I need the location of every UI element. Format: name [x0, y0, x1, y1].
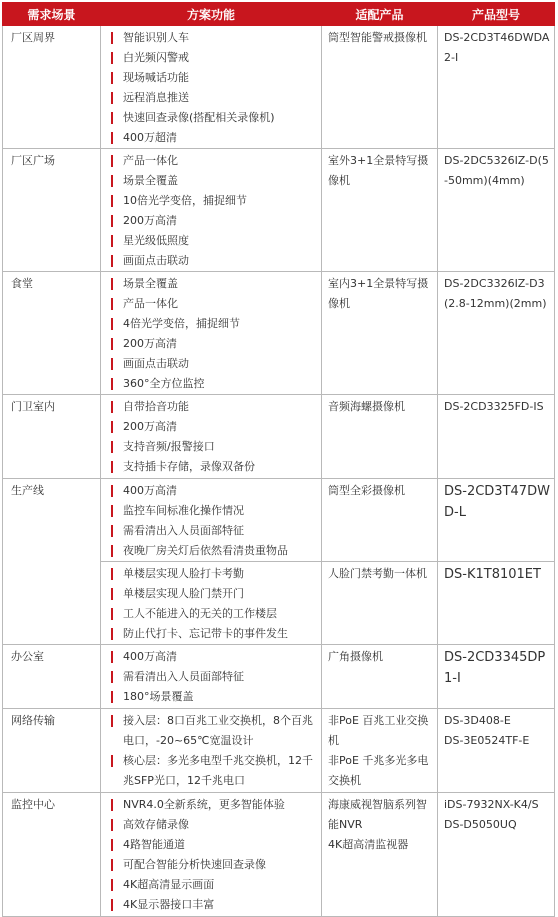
scene-cell: 厂区周界 [3, 26, 101, 149]
scene-cell: 门卫室内 [3, 395, 101, 479]
product-cell: 人脸门禁考勤一体机 [322, 562, 438, 645]
feature-item: 防止代打卡、忘记带卡的事件发生 [111, 624, 321, 644]
feature-item: 星光级低照度 [111, 231, 321, 251]
model-cell: DS-2CD3345DP1-I [438, 645, 555, 709]
feature-item: 工人不能进入的无关的工作楼层 [111, 604, 321, 624]
model-cell: DS-2DC5326IZ-D(5-50mm)(4mm) [438, 149, 555, 272]
model-cell: DS-K1T8101ET [438, 562, 555, 645]
feature-item: 白光频闪警戒 [111, 48, 321, 68]
model-cell: DS-2CD3T47DWD-L [438, 479, 555, 562]
table-row [3, 793, 555, 917]
product-cell: 非PoE 百兆工业交换机 非PoE 千兆多光多电交换机 [322, 709, 438, 793]
feature-item: 10倍光学变倍，捕捉细节 [111, 191, 321, 211]
header-product: 适配产品 [322, 3, 438, 26]
features-cell [101, 395, 322, 479]
feature-item: 4K超高清显示画面 [111, 875, 321, 895]
feature-item: 需看清出入人员面部特征 [111, 667, 321, 687]
feature-item: 200万高清 [111, 334, 321, 354]
feature-item: 核心层：多光多电型千兆交换机，12千兆SFP光口，12千兆电口 [111, 751, 321, 791]
feature-item: 产品一体化 [111, 151, 321, 171]
feature-item: 4路智能通道 [111, 835, 321, 855]
feature-item: 单楼层实现人脸门禁开门 [111, 584, 321, 604]
scene-cell: 办公室 [3, 645, 101, 709]
feature-item: 支持音频/报警接口 [111, 437, 321, 457]
product-cell: 室内3+1全景特写摄像机 [322, 272, 438, 395]
feature-item: 夜晚厂房关灯后依然看清贵重物品 [111, 541, 321, 561]
feature-item: 监控车间标准化操作情况 [111, 501, 321, 521]
model-cell: DS-2CD3325FD-IS [438, 395, 555, 479]
feature-item: 400万高清 [111, 647, 321, 667]
table-row [3, 149, 555, 272]
feature-item: 快速回查录像(搭配相关录像机) [111, 108, 321, 128]
feature-item: 180°场景覆盖 [111, 687, 321, 707]
solution-table [2, 2, 555, 917]
feature-item: 接入层：8口百兆工业交换机，8个百兆电口，-20~65℃宽温设计 [111, 711, 321, 751]
features-cell [101, 645, 322, 709]
table-row [3, 479, 555, 562]
table-row [3, 709, 555, 793]
feature-item: 场景全覆盖 [111, 171, 321, 191]
features-cell [101, 709, 322, 793]
feature-item: 360°全方位监控 [111, 374, 321, 394]
feature-item: 智能识别人车 [111, 28, 321, 48]
feature-item: 4K显示器接口丰富 [111, 895, 321, 915]
features-cell [101, 272, 322, 395]
features-cell [101, 26, 322, 149]
header-model: 产品型号 [438, 3, 555, 26]
product-cell: 海康威视智脑系列智能NVR 4K超高清监视器 [322, 793, 438, 917]
scene-cell: 食堂 [3, 272, 101, 395]
table-row [3, 272, 555, 395]
features-cell [101, 149, 322, 272]
feature-item: 场景全覆盖 [111, 274, 321, 294]
scene-cell: 网络传输 [3, 709, 101, 793]
feature-item: 画面点击联动 [111, 251, 321, 271]
model-cell: DS-2DC3326IZ-D3(2.8-12mm)(2mm) [438, 272, 555, 395]
product-cell: 筒型全彩摄像机 [322, 479, 438, 562]
feature-item: 远程消息推送 [111, 88, 321, 108]
feature-item: 产品一体化 [111, 294, 321, 314]
table-row [3, 26, 555, 149]
scene-cell: 监控中心 [3, 793, 101, 917]
feature-item: NVR4.0全新系统，更多智能体验 [111, 795, 321, 815]
features-cell [101, 562, 322, 645]
feature-item: 4倍光学变倍，捕捉细节 [111, 314, 321, 334]
product-cell: 室外3+1全景特写摄像机 [322, 149, 438, 272]
solution-table-container [2, 2, 554, 917]
features-cell [101, 479, 322, 562]
product-cell: 音频海螺摄像机 [322, 395, 438, 479]
feature-item: 200万高清 [111, 417, 321, 437]
header-scene: 需求场景 [3, 3, 101, 26]
model-cell: DS-3D408-E DS-3E0524TF-E [438, 709, 555, 793]
feature-item: 支持插卡存储，录像双备份 [111, 457, 321, 477]
feature-item: 现场喊话功能 [111, 68, 321, 88]
feature-item: 需看清出入人员面部特征 [111, 521, 321, 541]
header-row [3, 3, 555, 26]
scene-cell: 生产线 [3, 479, 101, 645]
features-cell [101, 793, 322, 917]
feature-item: 400万超清 [111, 128, 321, 148]
table-row [3, 645, 555, 709]
feature-item: 自带拾音功能 [111, 397, 321, 417]
feature-item: 400万高清 [111, 481, 321, 501]
model-cell: iDS-7932NX-K4/S DS-D5050UQ [438, 793, 555, 917]
scene-cell: 厂区广场 [3, 149, 101, 272]
header-features: 方案功能 [101, 3, 322, 26]
product-cell: 筒型智能警戒摄像机 [322, 26, 438, 149]
feature-item: 可配合智能分析快速回查录像 [111, 855, 321, 875]
feature-item: 单楼层实现人脸打卡考勤 [111, 564, 321, 584]
product-cell: 广角摄像机 [322, 645, 438, 709]
feature-item: 画面点击联动 [111, 354, 321, 374]
table-row [3, 395, 555, 479]
model-cell: DS-2CD3T46DWDA2-I [438, 26, 555, 149]
feature-item: 200万高清 [111, 211, 321, 231]
feature-item: 高效存储录像 [111, 815, 321, 835]
